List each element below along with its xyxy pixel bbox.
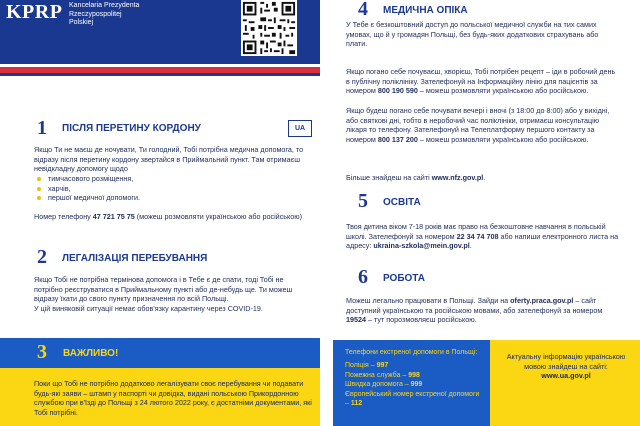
education-phone[interactable]: 22 34 74 708 — [456, 231, 499, 241]
section-2-number: 2 — [37, 246, 47, 268]
org-line: Rzeczypospolitej — [69, 10, 122, 18]
info-label: Актуальну інформацію українською мовою знайдеш на сайті: — [506, 352, 626, 371]
section-2-note: У цій виняковій ситуації немає обов'язку карантину через COVID-19. — [34, 304, 263, 313]
flag-stripe-blue — [0, 73, 320, 76]
emergency-label: Європейський номер екстреної допомоги – — [345, 390, 480, 408]
emergency-number[interactable]: 112 — [350, 400, 363, 408]
night-info: Якщо будеш погано себе почувати вечері і вночі (з 18:00 до 8:00) або у вихідні, або святкові дні, тобто в неробочий час поліклініки, отримаєш консультацію лікаря то телефону. Зателефонуй на Телеплатформу першого контакту за номером — [346, 106, 610, 144]
more-label: Більше знайдеш на сайті — [346, 173, 432, 182]
section-5-title: ОСВІТА — [383, 197, 421, 208]
emergency-number[interactable]: 999 — [410, 381, 423, 389]
section-6-title: РОБОТА — [383, 273, 425, 284]
gp-note: – можеш розмовляти українською або російською. — [417, 86, 589, 96]
bullet-icon — [37, 196, 41, 200]
nfz-link[interactable]: www.nfz.gov.pl — [431, 173, 484, 182]
emergency-item — [345, 361, 485, 370]
important-banner — [0, 338, 320, 368]
phone-label: Номер телефону — [34, 212, 93, 221]
section-2-text: Якщо Тобі не потрібна термінова допомога і в Тебе є де спати, тоді Тобі не потрібно реєструватися в Приймальному пункті або де-небудь ще. Ти можеш відразу їхати до свого пункту призначення по всій Польщі. — [34, 275, 293, 304]
section-4-night-text — [346, 106, 620, 144]
education-info: Твоя дитина віком 7-18 років має право на безкоштовне навчання в польській школі. Зателефонуй за номером — [346, 222, 606, 241]
more-end: . — [483, 173, 486, 182]
info-text — [500, 352, 632, 381]
bullet-icon — [37, 187, 41, 191]
kprp-logo: KPRP — [6, 1, 63, 23]
night-note: – можеш розмовляти українською або російською. — [417, 134, 589, 144]
bullet-text: харчів, — [48, 183, 71, 193]
emergency-number[interactable]: 997 — [376, 362, 389, 370]
section-4-title: МЕДИЧНА ОПІКА — [383, 5, 468, 16]
emergency-label: Швидка допомога – — [345, 381, 411, 389]
section-6-text — [346, 296, 620, 325]
bullet-text: тимчасового розміщення, — [48, 174, 134, 183]
section-1-bullets — [36, 174, 236, 203]
section-6-number: 6 — [358, 266, 368, 288]
bullet-text: першої медичної допомоги. — [48, 193, 140, 203]
emergency-number[interactable]: 998 — [408, 371, 420, 379]
section-3-title: ВАЖЛИВО! — [63, 348, 119, 359]
list-item — [36, 184, 236, 194]
emergency-label: Поліція – — [345, 362, 377, 370]
education-end: . — [469, 241, 472, 251]
section-1-phone-text — [34, 212, 308, 222]
emergency-item — [345, 390, 485, 409]
emergency-list — [345, 348, 485, 408]
phone-note: (можеш розмовляти українською або російською) — [134, 212, 303, 221]
emergency-title: Телефони екстреної допомоги в Польщі: — [345, 349, 478, 356]
qr-code-icon[interactable] — [241, 0, 297, 56]
section-1-title: ПІСЛЯ ПЕРЕТИНУ КОРДОНУ — [62, 123, 201, 134]
emergency-item — [345, 371, 485, 380]
section-1-number: 1 — [37, 117, 47, 139]
section-5-text — [346, 222, 620, 251]
work-link[interactable]: oferty.praca.gov.pl — [510, 296, 574, 305]
work-info: Можеш легально працювати в Польщі. Зайди на — [346, 296, 511, 305]
work-phone[interactable]: 19524 — [346, 315, 366, 325]
section-3-number: 3 — [37, 341, 47, 363]
section-4-text: У Тебе є безкоштовний доступ до польської медичної служби на тих самих умовах, що й у громадян Польщі, без будь-яких додаткових страхувань або плати. — [346, 20, 599, 49]
work-end: – тут порозмовляєш російською. — [366, 315, 477, 325]
gp-info: Якщо погано себе почуваєш, хворієш, Тобі потрібен рецепт – іди в робочий день в публічну поліклініку. Зателефонуй на Інформаційну лінію для пацієнтів за номером — [346, 67, 616, 96]
bullet-icon — [37, 177, 41, 181]
org-line: Polskiej — [69, 19, 94, 26]
teleplatform-phone[interactable]: 800 137 200 — [377, 134, 418, 144]
language-badge: UA — [288, 120, 312, 137]
section-3-text: Поки що Тобі не потрібно додатково легалізувати своє перебування чи подавати будь-які заяви – штамп у паспорті чи довідка, видані польською Прикордонною службою при в'їзді до Польщі з 24 лютого 2022 року, є достатніми документами, які Тобі потрібні. — [34, 379, 312, 417]
section-4-gp-text — [346, 67, 620, 96]
education-email[interactable]: ukraina-szkola@mein.gov.pl — [373, 241, 470, 251]
org-line: Kancelaria Prezydenta — [69, 2, 140, 9]
section-2-title: ЛЕГАЛІЗАЦІЯ ПЕРЕБУВАННЯ — [62, 253, 208, 264]
list-item — [36, 174, 236, 184]
section-4-more — [346, 173, 620, 183]
work-mid: – сайт доступний українською та російською мовами, або зателефонуй за номером — [346, 296, 603, 315]
emergency-item — [345, 380, 485, 389]
list-item — [36, 193, 236, 203]
ua-gov-link[interactable]: www.ua.gov.pl — [541, 371, 591, 381]
patient-line-phone[interactable]: 800 190 590 — [377, 86, 418, 96]
section-1-text: Якщо Ти не маєш де ночувати, Ти голодний, Тобі потрібна медична допомога, то відразу після перетину кордону звертайся в Приймальний пункт. Там отримаєш невідкладну допомогу щодо — [34, 145, 304, 174]
org-name — [69, 2, 179, 28]
education-mid: або напиши електронного листа на адресу: — [346, 231, 619, 251]
phone-number[interactable]: 47 721 75 75 — [92, 212, 135, 221]
emergency-label: Пожежна служба – — [345, 371, 409, 379]
section-5-number: 5 — [358, 190, 368, 212]
section-4-number: 4 — [358, 0, 368, 20]
